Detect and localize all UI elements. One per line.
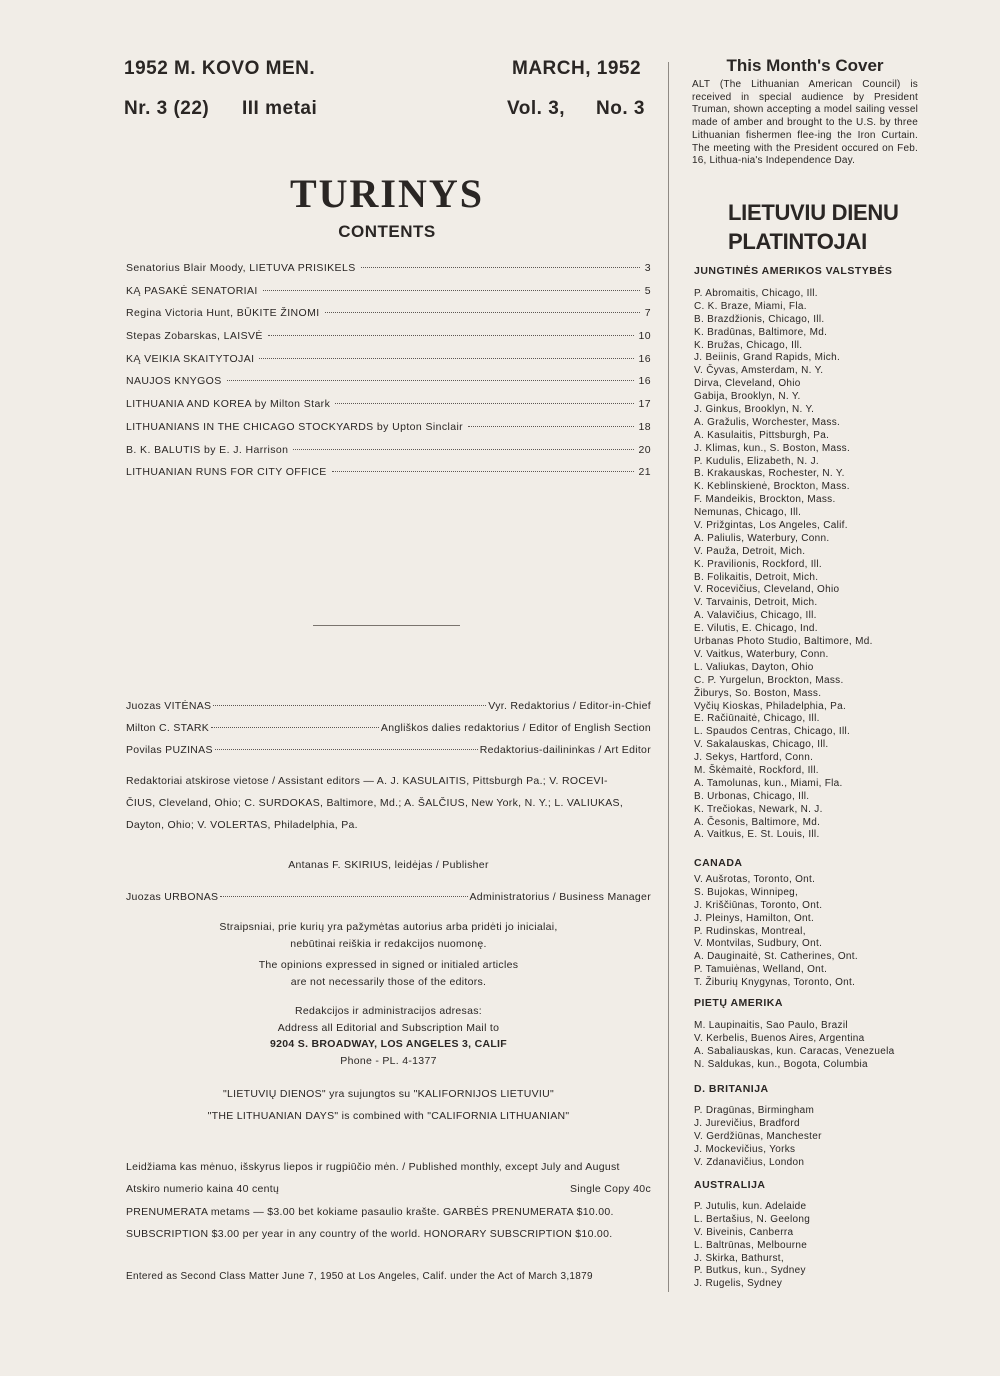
address-en: Address all Editorial and Subscription Mail to [277, 1021, 500, 1034]
toc-leader [468, 426, 633, 427]
staff-row [126, 700, 651, 712]
header-lt-year: III metai [242, 98, 318, 119]
contents-title-en: CONTENTS [338, 222, 436, 241]
distributor-entry: V. Vaitkus, Waterbury, Conn. [694, 648, 829, 660]
merger-lt: "LIETUVIŲ DIENOS" yra sujungtos su "KALIFORNIJOS LIETUVIU" [222, 1088, 555, 1100]
distributor-entry: B. Brazdžionis, Chicago, Ill. [694, 313, 825, 325]
distributor-entry: S. Bujokas, Winnipeg, [694, 886, 799, 898]
distributor-entry: N. Saldukas, kun., Bogota, Columbia [694, 1058, 868, 1070]
distributor-entry: K. Bradūnas, Baltimore, Md. [694, 326, 828, 338]
distributor-entry: P. Abromaitis, Chicago, Ill. [694, 288, 818, 299]
price-row [126, 1183, 651, 1195]
toc-entry[interactable] [126, 285, 651, 308]
distributor-entry: V. Aušrotas, Toronto, Ont. [694, 874, 816, 885]
distributor-entry: Nemunas, Chicago, Ill. [694, 507, 802, 519]
distributor-entry: V. Montvilas, Sudbury, Ont. [694, 938, 823, 950]
address-phone: Phone - PL. 4-1377 [340, 1054, 437, 1067]
disclaimer-en [126, 959, 651, 992]
distributor-entry: M. Laupinaitis, Sao Paulo, Brazil [694, 1020, 848, 1031]
address-block [126, 1005, 651, 1071]
published-notice: Leidžiama kas mėnuo, išskyrus liepos ir rugpiūčio mėn. / Published monthly, except July and August [126, 1161, 620, 1173]
disclaimer-line: are not necessarily those of the editors. [290, 975, 487, 988]
toc-page: 3 [644, 262, 651, 274]
toc-entry[interactable] [126, 375, 651, 398]
toc-entry[interactable] [126, 262, 651, 285]
distributor-entry: J. Kriščiūnas, Toronto, Ont. [694, 899, 823, 911]
publisher-line: Antanas F. SKIRIUS, leidėjas / Publisher [288, 859, 489, 871]
staff-name: Povilas PUZINAS [126, 744, 213, 756]
toc-leader [325, 312, 640, 313]
distributor-entry: A. Česonis, Baltimore, Md. [694, 816, 821, 828]
toc-title: LITHUANIANS IN THE CHICAGO STOCKYARDS by Upton Sinclair [126, 420, 464, 433]
distributor-entry: A. Paliulis, Waterbury, Conn. [694, 532, 830, 544]
distributor-entry: V. Sakalauskas, Chicago, Ill. [694, 739, 829, 751]
toc-entry[interactable] [126, 330, 651, 353]
distributor-entry: L. Valiukas, Dayton, Ohio [694, 661, 814, 673]
distributor-entry: V. Kerbelis, Buenos Aires, Argentina [694, 1032, 865, 1044]
toc-leader [227, 380, 634, 381]
disclaimer-line: Straipsniai, prie kurių yra pažymėtas autorius arba pridėti jo inicialai, [219, 921, 558, 933]
toc-leader [332, 471, 634, 472]
entered-notice: Entered as Second Class Matter June 7, 1950 at Los Angeles, Calif. under the Act of March 3,1879 [126, 1271, 593, 1282]
distributors-title [692, 198, 918, 256]
cover-description: ALT (The Lithuanian American Council) is received in special audience by President Truman, shown accepting a model sailing vessel made of amber and brought to the U.S. by three Lithuanian fishermen flee-ing the Iron Curtain. The meeting with the President occured on Feb. 16, Lithua-nia's Independence Day. [692, 79, 918, 167]
distributor-entry: J. Beiinis, Grand Rapids, Mich. [694, 352, 841, 364]
manager-leader [220, 896, 467, 897]
distributor-entry: A. Dauginaitė, St. Catherines, Ont. [694, 951, 858, 963]
toc-page: 16 [638, 375, 651, 388]
toc-leader [293, 449, 633, 450]
usa-heading: JUNGTINĖS AMERIKOS VALSTYBĖS [694, 265, 893, 277]
assistant-editors-line: ČIUS, Cleveland, Ohio; C. SURDOKAS, Baltimore, Md.; A. ŠALČIUS, New York, N. Y.; L. VALIUKAS, [126, 797, 624, 809]
distributor-entry: V. Zdanavičius, London [694, 1156, 805, 1168]
staff-leader [211, 727, 379, 728]
toc-page: 18 [638, 420, 651, 433]
manager-name: Juozas URBONAS [126, 891, 219, 903]
subscription-en: SUBSCRIPTION $3.00 per year in any country of the world. HONORARY SUBSCRIPTION $10.00. [126, 1228, 613, 1240]
staff-leader [213, 705, 486, 706]
cover-title: This Month's Cover [726, 56, 884, 75]
toc-leader [335, 403, 633, 404]
distributor-entry: A. Tamolunas, kun., Miami, Fla. [694, 777, 843, 789]
distributor-entry: B. Folikaitis, Detroit, Mich. [694, 571, 819, 583]
subscription-lt: PRENUMERATA metams — $3.00 bet kokiame pasaulio krašte. GARBĖS PRENUMERATA $10.00. [126, 1206, 614, 1218]
manager-role: Administratorius / Business Manager [469, 891, 651, 903]
distributor-entry: J. Ginkus, Brooklyn, N. Y. [694, 404, 815, 416]
australia-distributor-list [694, 1201, 920, 1291]
distributor-entry: V. Tarvainis, Detroit, Mich. [694, 597, 818, 609]
toc-title: Regina Victoria Hunt, BŪKITE ŽINOMI [126, 307, 320, 320]
distributor-entry: P. Tamuiėnas, Welland, Ont. [694, 964, 828, 976]
distributor-entry: K. Pravilionis, Rockford, Ill. [694, 558, 822, 570]
distributor-entry: Urbanas Photo Studio, Baltimore, Md. [694, 636, 873, 648]
distributor-entry: E. Vilutis, E. Chicago, Ind. [694, 623, 818, 635]
distributor-entry: P. Rudinskas, Montreal, [694, 925, 806, 937]
staff-role: Redaktorius-dailininkas / Art Editor [479, 744, 651, 756]
price-en: Single Copy 40c [570, 1183, 651, 1195]
distributor-entry: V. Pauža, Detroit, Mich. [694, 545, 806, 557]
distributor-entry: K. Bružas, Chicago, Ill. [694, 339, 803, 351]
distributor-entry: A. Kasulaitis, Pittsburgh, Pa. [694, 429, 830, 441]
distributor-entry: E. Račiūnaitė, Chicago, Ill. [694, 713, 820, 725]
toc-entry[interactable] [126, 307, 651, 330]
toc-page: 17 [638, 398, 651, 411]
disclaimer-line: nebūtinai reiškia ir redakcijos nuomonę. [290, 937, 487, 950]
toc-page: 7 [644, 307, 651, 320]
staff-row [126, 744, 651, 756]
distributor-entry: F. Mandeikis, Brockton, Mass. [694, 494, 836, 506]
toc-page: 16 [638, 352, 651, 365]
disclaimer-lt [126, 921, 651, 954]
distributors-title-line: PLATINTOJAI [728, 229, 867, 254]
toc-title: LITHUANIAN RUNS FOR CITY OFFICE [126, 466, 327, 479]
contents-title-lt: TURINYS [289, 171, 485, 216]
address-street: 9204 S. BROADWAY, LOS ANGELES 3, CALIF [269, 1038, 507, 1050]
distributor-entry: Žiburys, So. Boston, Mass. [694, 687, 822, 699]
toc-title: KĄ PASAKĖ SENATORIAI [126, 284, 258, 297]
distributor-entry: V. Rocevičius, Cleveland, Ohio [694, 584, 840, 596]
toc-title: LITHUANIA AND KOREA by Milton Stark [126, 398, 331, 411]
header-en-no: No. 3 [596, 98, 645, 119]
distributor-entry: C. P. Yurgelun, Brockton, Mass. [694, 674, 844, 686]
distributor-entry: A. Vaitkus, E. St. Louis, Ill. [694, 829, 820, 841]
publisher [126, 859, 651, 876]
distributor-entry: J. Mockevičius, Yorks [694, 1143, 796, 1155]
distributor-entry: A. Sabaliauskas, kun. Caracas, Venezuela [694, 1045, 895, 1057]
distributor-entry: V. Čyvas, Amsterdam, N. Y. [694, 365, 824, 377]
toc-entry[interactable] [126, 444, 651, 467]
toc-title: NAUJOS KNYGOS [126, 375, 222, 388]
address-lt: Redakcijos ir administracijos adresas: [294, 1005, 483, 1017]
distributor-entry: Gabija, Brooklyn, N. Y. [694, 391, 801, 403]
canada-distributor-list [694, 874, 920, 990]
distributor-entry: V. Prižgintas, Los Angeles, Calif. [694, 520, 848, 532]
toc-entry[interactable] [126, 353, 651, 376]
staff-name: Milton C. STARK [126, 722, 210, 734]
distributor-entry: V. Biveinis, Canberra [694, 1226, 794, 1238]
price-lt: Atskiro numerio kaina 40 centų [126, 1183, 280, 1195]
distributors-title-line: LIETUVIU DIENU [728, 200, 899, 225]
header-en-vol: Vol. 3, [507, 98, 566, 119]
toc-entry[interactable] [126, 398, 651, 421]
staff-leader [215, 749, 478, 750]
distributor-entry: L. Baltrūnas, Melbourne [694, 1239, 808, 1251]
distributor-entry: P. Kudulis, Elizabeth, N. J. [694, 455, 819, 467]
column-divider [668, 62, 669, 1292]
toc-title: Senatorius Blair Moody, LIETUVA PRISIKELS [126, 262, 356, 274]
distributor-entry: P. Butkus, kun., Sydney [694, 1265, 806, 1277]
distributor-entry: C. K. Braze, Miami, Fla. [694, 300, 807, 312]
distributor-entry: A. Valavičius, Chicago, Ill. [694, 610, 817, 622]
toc-leader [259, 358, 633, 359]
distributor-entry: L. Bertašius, N. Geelong [694, 1213, 811, 1225]
australia-heading: AUSTRALIJA [694, 1179, 766, 1191]
distributor-entry: T. Žiburių Knygynas, Toronto, Ont. [694, 977, 856, 989]
header-lt-date: 1952 M. KOVO MEN. [124, 58, 316, 79]
staff-role: Angliškos dalies redaktorius / Editor of English Section [380, 722, 651, 734]
distributor-entry: B. Urbonas, Chicago, Ill. [694, 790, 810, 802]
distributor-entry: J. Klimas, kun., S. Boston, Mass. [694, 442, 851, 454]
canada-heading: CANADA [694, 857, 743, 869]
toc-page: 5 [644, 284, 651, 297]
distributor-entry: Vyčių Kioskas, Philadelphia, Pa. [694, 700, 847, 712]
toc-page: 20 [638, 443, 651, 456]
merger-notice [126, 1088, 651, 1127]
distributor-entry: K. Trečiokas, Newark, N. J. [694, 803, 823, 815]
distributor-entry: A. Gražulis, Worchester, Mass. [694, 416, 841, 428]
toc-page: 10 [638, 330, 651, 343]
britain-distributor-list [694, 1105, 920, 1169]
distributor-entry: B. Krakauskas, Rochester, N. Y. [694, 468, 845, 480]
toc-leader [268, 335, 634, 336]
distributor-entry: K. Keblinskienė, Brockton, Mass. [694, 481, 850, 493]
usa-distributor-list [694, 288, 920, 842]
toc-leader [263, 290, 640, 291]
distributor-entry: J. Skirka, Bathurst, [694, 1252, 784, 1264]
merger-en: "THE LITHUANIAN DAYS" is combined with "CALIFORNIA LITHUANIAN" [207, 1110, 570, 1122]
assistant-editors-line: Dayton, Ohio; V. VOLERTAS, Philadelphia, Pa. [126, 819, 358, 831]
toc-leader [361, 267, 640, 268]
header-en-date: MARCH, 1952 [512, 58, 642, 79]
toc-entry[interactable] [126, 421, 651, 444]
toc-title: B. K. BALUTIS by E. J. Harrison [126, 443, 289, 456]
toc-title: KĄ VEIKIA SKAITYTOJAI [126, 352, 255, 365]
staff-row [126, 722, 651, 734]
distributor-entry: V. Gerdžiūnas, Manchester [694, 1130, 822, 1142]
south-america-distributor-list [694, 1020, 920, 1072]
distributor-entry: L. Spaudos Centras, Chicago, Ill. [694, 726, 851, 738]
toc-title: Stepas Zobarskas, LAISVĖ [126, 330, 263, 343]
distributor-entry: J. Rugelis, Sydney [694, 1278, 783, 1290]
distributor-entry: J. Pleinys, Hamilton, Ont. [694, 912, 815, 924]
distributor-entry: M. Škėmaitė, Rockford, Ill. [694, 764, 819, 776]
assistant-editors-line: Redaktoriai atskirose vietose / Assistant editors — A. J. KASULAITIS, Pittsburgh Pa.; V. ROCEVI- [126, 775, 608, 787]
toc-page: 21 [638, 466, 651, 479]
south-america-heading: PIETŲ AMERIKA [694, 997, 783, 1009]
staff-name: Juozas VITĖNAS [126, 700, 212, 712]
britain-heading: D. BRITANIJA [694, 1083, 769, 1095]
table-of-contents [126, 262, 651, 489]
staff-role: Vyr. Redaktorius / Editor-in-Chief [488, 700, 651, 712]
distributor-entry: Dirva, Cleveland, Ohio [694, 378, 801, 390]
toc-entry[interactable] [126, 466, 651, 489]
distributor-entry: P. Jutulis, kun. Adelaide [694, 1201, 807, 1212]
section-divider [313, 625, 460, 626]
distributor-entry: J. Jurevičius, Bradford [694, 1117, 800, 1129]
manager-row [126, 891, 651, 903]
assistant-editors [126, 770, 651, 836]
distributor-entry: P. Dragūnas, Birmingham [694, 1105, 815, 1116]
distributor-entry: J. Sekys, Hartford, Conn. [694, 752, 814, 764]
header-lt-number: Nr. 3 (22) [124, 98, 210, 119]
disclaimer-line: The opinions expressed in signed or initialed articles [258, 959, 519, 971]
